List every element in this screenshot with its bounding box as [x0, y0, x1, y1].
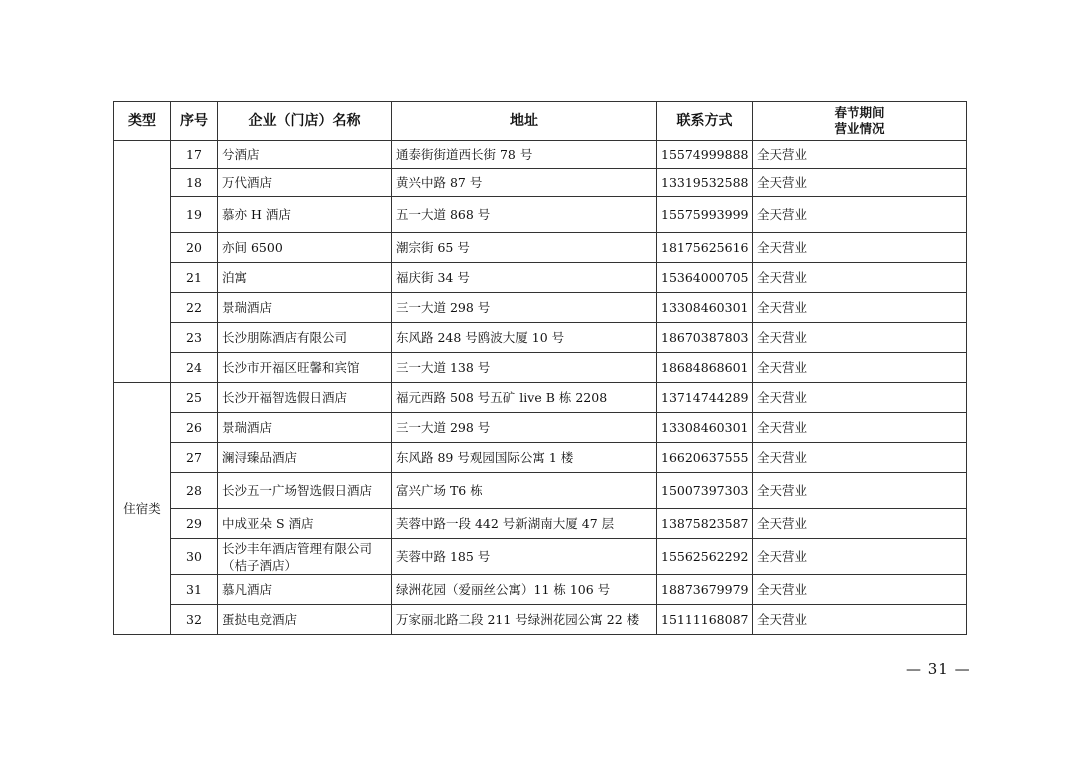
- seq-cell: 22: [171, 293, 218, 323]
- status-cell: 全天营业: [753, 197, 967, 233]
- address-cell: 三一大道 298 号: [392, 413, 657, 443]
- status-cell: 全天营业: [753, 539, 967, 575]
- type-cell: 住宿类: [114, 383, 171, 635]
- seq-cell: 30: [171, 539, 218, 575]
- header-status: [753, 102, 967, 141]
- address-cell: 三一大道 298 号: [392, 293, 657, 323]
- page-number: — 31 —: [906, 660, 971, 678]
- seq-cell: 19: [171, 197, 218, 233]
- header-address: 地址: [392, 102, 657, 141]
- seq-cell: 32: [171, 605, 218, 635]
- address-cell: 福元西路 508 号五矿 live B 栋 2208: [392, 383, 657, 413]
- seq-cell: 29: [171, 509, 218, 539]
- status-cell: 全天营业: [753, 473, 967, 509]
- phone-cell: 13714744289: [657, 383, 753, 413]
- phone-cell: 15562562292: [657, 539, 753, 575]
- name-cell: 兮酒店: [218, 141, 392, 169]
- address-cell: 通泰街街道西长街 78 号: [392, 141, 657, 169]
- name-cell: 景瑞酒店: [218, 413, 392, 443]
- address-cell: 绿洲花园（爱丽丝公寓）11 栋 106 号: [392, 575, 657, 605]
- name-cell: 慕亦 H 酒店: [218, 197, 392, 233]
- table-row: [114, 413, 967, 443]
- header-contact: 联系方式: [657, 102, 753, 141]
- status-cell: 全天营业: [753, 323, 967, 353]
- seq-cell: 18: [171, 169, 218, 197]
- phone-cell: 15574999888: [657, 141, 753, 169]
- table-row: [114, 473, 967, 509]
- name-cell: 亦间 6500: [218, 233, 392, 263]
- name-cell: 泊寓: [218, 263, 392, 293]
- name-cell: 中成亚朵 S 酒店: [218, 509, 392, 539]
- table-row: [114, 383, 967, 413]
- table-row: [114, 263, 967, 293]
- phone-cell: 15111168087: [657, 605, 753, 635]
- phone-cell: 13875823587: [657, 509, 753, 539]
- status-cell: 全天营业: [753, 141, 967, 169]
- seq-cell: 27: [171, 443, 218, 473]
- header-row: [114, 102, 967, 141]
- address-cell: 富兴广场 T6 栋: [392, 473, 657, 509]
- address-cell: 五一大道 868 号: [392, 197, 657, 233]
- header-status-line2: 营业情况: [834, 121, 885, 136]
- name-cell: 长沙五一广场智选假日酒店: [218, 473, 392, 509]
- seq-cell: 26: [171, 413, 218, 443]
- phone-cell: 16620637555: [657, 443, 753, 473]
- table-row: [114, 323, 967, 353]
- address-cell: 福庆街 34 号: [392, 263, 657, 293]
- phone-cell: 15007397303: [657, 473, 753, 509]
- phone-cell: 18175625616: [657, 233, 753, 263]
- table-row: [114, 353, 967, 383]
- seq-cell: 21: [171, 263, 218, 293]
- table-row: [114, 509, 967, 539]
- table-row: [114, 141, 967, 169]
- seq-cell: 31: [171, 575, 218, 605]
- type-cell-continued: [114, 141, 171, 383]
- phone-cell: 15575993999: [657, 197, 753, 233]
- status-cell: 全天营业: [753, 383, 967, 413]
- status-cell: 全天营业: [753, 233, 967, 263]
- phone-cell: 18670387803: [657, 323, 753, 353]
- address-cell: 潮宗街 65 号: [392, 233, 657, 263]
- header-name: 企业（门店）名称: [218, 102, 392, 141]
- status-cell: 全天营业: [753, 169, 967, 197]
- business-table: [113, 101, 967, 635]
- table-row: [114, 293, 967, 323]
- status-cell: 全天营业: [753, 509, 967, 539]
- status-cell: 全天营业: [753, 575, 967, 605]
- name-cell: 长沙丰年酒店管理有限公司（桔子酒店）: [218, 539, 392, 575]
- name-cell: 长沙开福智选假日酒店: [218, 383, 392, 413]
- seq-cell: 20: [171, 233, 218, 263]
- phone-cell: 18684868601: [657, 353, 753, 383]
- status-cell: 全天营业: [753, 443, 967, 473]
- status-cell: 全天营业: [753, 413, 967, 443]
- status-cell: 全天营业: [753, 605, 967, 635]
- name-cell: 澜浔臻品酒店: [218, 443, 392, 473]
- address-cell: 黄兴中路 87 号: [392, 169, 657, 197]
- table-row: [114, 605, 967, 635]
- table-row: [114, 575, 967, 605]
- table-row: [114, 539, 967, 575]
- status-cell: 全天营业: [753, 263, 967, 293]
- status-cell: 全天营业: [753, 293, 967, 323]
- name-cell: 长沙市开福区旺馨和宾馆: [218, 353, 392, 383]
- table-row: [114, 169, 967, 197]
- phone-cell: 13319532588: [657, 169, 753, 197]
- phone-cell: 15364000705: [657, 263, 753, 293]
- header-status-line1: 春节期间: [834, 105, 885, 120]
- address-cell: 东风路 89 号观园国际公寓 1 楼: [392, 443, 657, 473]
- header-seq: 序号: [171, 102, 218, 141]
- name-cell: 景瑞酒店: [218, 293, 392, 323]
- phone-cell: 13308460301: [657, 293, 753, 323]
- name-cell: 慕凡酒店: [218, 575, 392, 605]
- name-cell: 长沙朋陈酒店有限公司: [218, 323, 392, 353]
- seq-cell: 25: [171, 383, 218, 413]
- status-cell: 全天营业: [753, 353, 967, 383]
- address-cell: 三一大道 138 号: [392, 353, 657, 383]
- address-cell: 万家丽北路二段 211 号绿洲花园公寓 22 楼: [392, 605, 657, 635]
- seq-cell: 23: [171, 323, 218, 353]
- seq-cell: 17: [171, 141, 218, 169]
- seq-cell: 24: [171, 353, 218, 383]
- table-row: [114, 197, 967, 233]
- address-cell: 芙蓉中路 185 号: [392, 539, 657, 575]
- seq-cell: 28: [171, 473, 218, 509]
- address-cell: 芙蓉中路一段 442 号新湖南大厦 47 层: [392, 509, 657, 539]
- name-cell: 蛋挞电竞酒店: [218, 605, 392, 635]
- table-row: [114, 443, 967, 473]
- phone-cell: 13308460301: [657, 413, 753, 443]
- address-cell: 东风路 248 号鸥波大厦 10 号: [392, 323, 657, 353]
- phone-cell: 18873679979: [657, 575, 753, 605]
- table-row: [114, 233, 967, 263]
- header-type: 类型: [114, 102, 171, 141]
- name-cell: 万代酒店: [218, 169, 392, 197]
